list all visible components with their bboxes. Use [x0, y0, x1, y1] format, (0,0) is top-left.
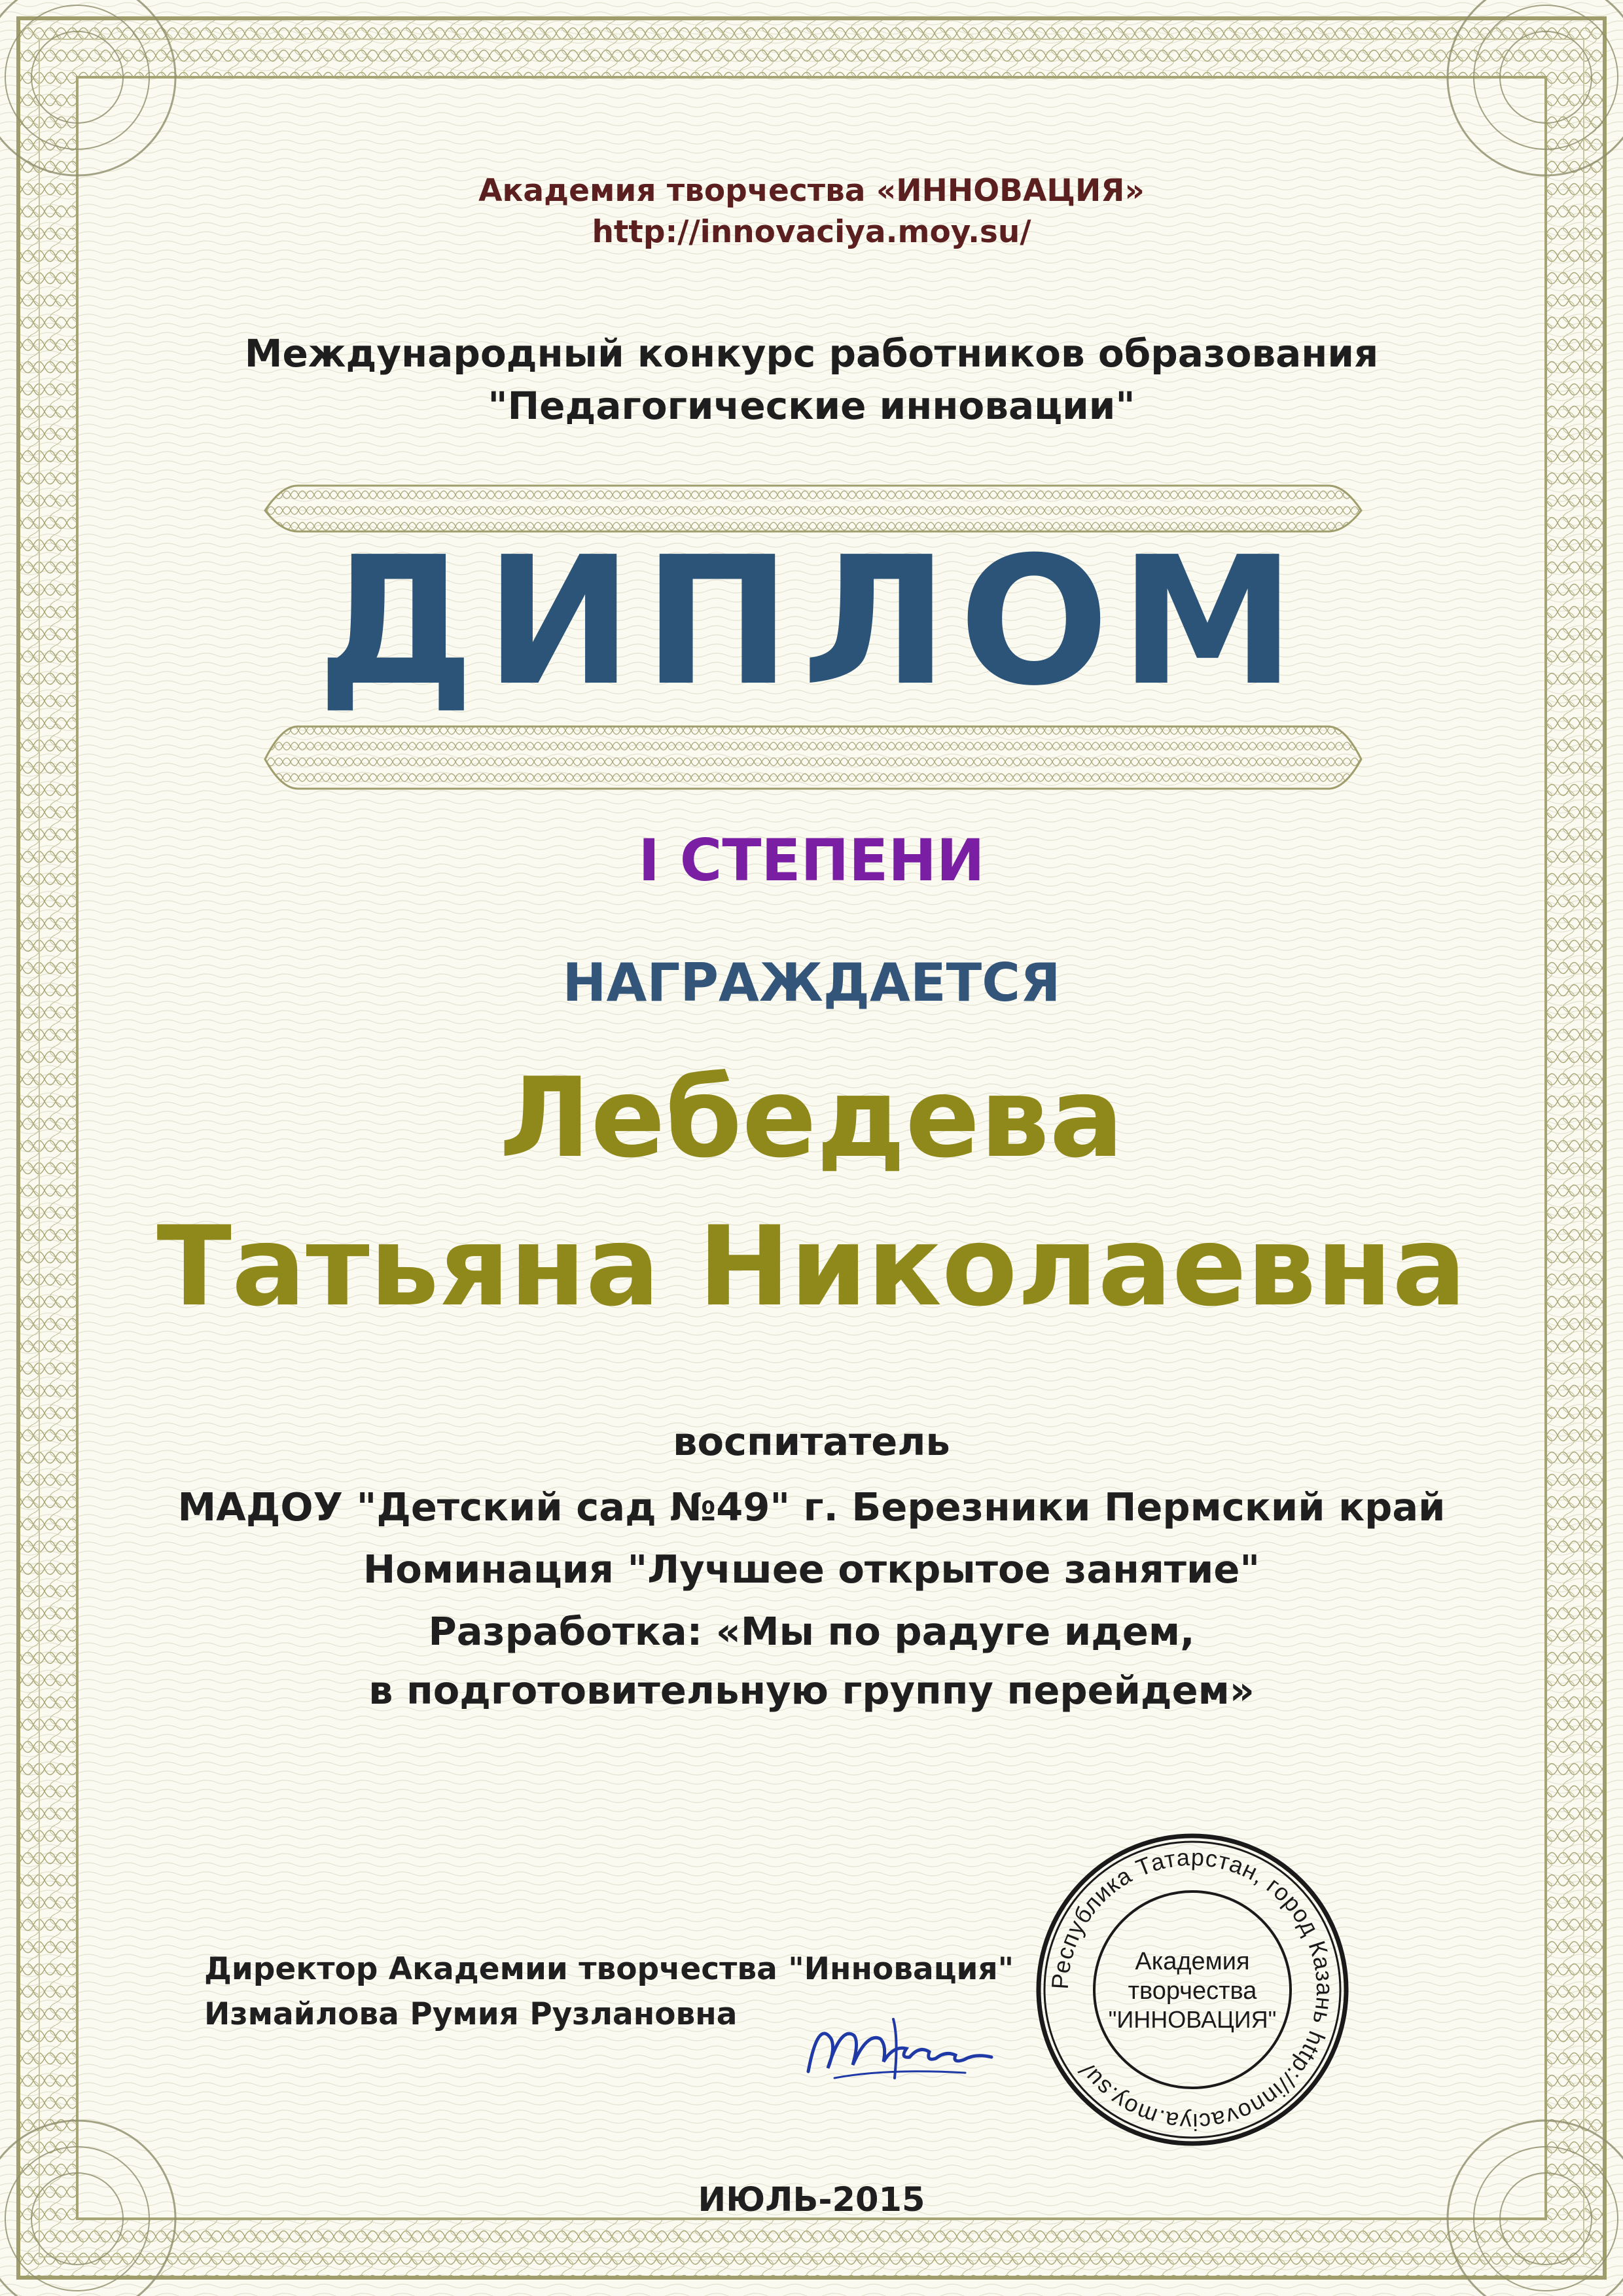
director-title: Директор Академии творчества "Инновация"	[204, 1951, 1014, 1987]
recipient-institution: МАДОУ "Детский сад №49" г. Березники Пермский край	[177, 1484, 1446, 1530]
work-title-line1: Разработка: «Мы по радуге идем,	[428, 1609, 1195, 1654]
contest-title-line1: Международный конкурс работников образования	[244, 331, 1379, 376]
signature-icon	[795, 2000, 1005, 2094]
organization-name: Академия творчества «ИННОВАЦИЯ»	[478, 173, 1145, 209]
diploma-title: ДИПЛОМ	[317, 518, 1306, 725]
organization-stamp	[1029, 1826, 1356, 2153]
stamp-inner-line1: Академия	[1135, 1948, 1250, 1975]
organization-url: http://innovaciya.moy.su/	[592, 214, 1031, 250]
nomination: Номинация "Лучшее открытое занятие"	[363, 1547, 1260, 1592]
diploma-degree: I СТЕПЕНИ	[638, 827, 985, 894]
stamp-inner-line2: творчества	[1128, 1977, 1257, 2005]
work-title-line2: в подготовительную группу перейдем»	[368, 1668, 1255, 1713]
awarded-label: НАГРАЖДАЕТСЯ	[562, 952, 1061, 1013]
contest-title-line2: "Педагогические инновации"	[488, 384, 1135, 428]
stamp-outer-text: Республика Татарстан, город Казань http://innovaciya.moy.su/	[1046, 1843, 1339, 2136]
recipient-position: воспитатель	[673, 1419, 950, 1464]
stamp-inner-line3: "ИННОВАЦИЯ"	[1108, 2006, 1277, 2033]
recipient-given-names: Татьяна Николаевна	[156, 1202, 1467, 1331]
recipient-surname: Лебедева	[499, 1054, 1124, 1182]
director-name: Измайлова Румия Рузлановна	[204, 1996, 738, 2032]
issue-date: ИЮЛЬ-2015	[698, 2181, 925, 2219]
